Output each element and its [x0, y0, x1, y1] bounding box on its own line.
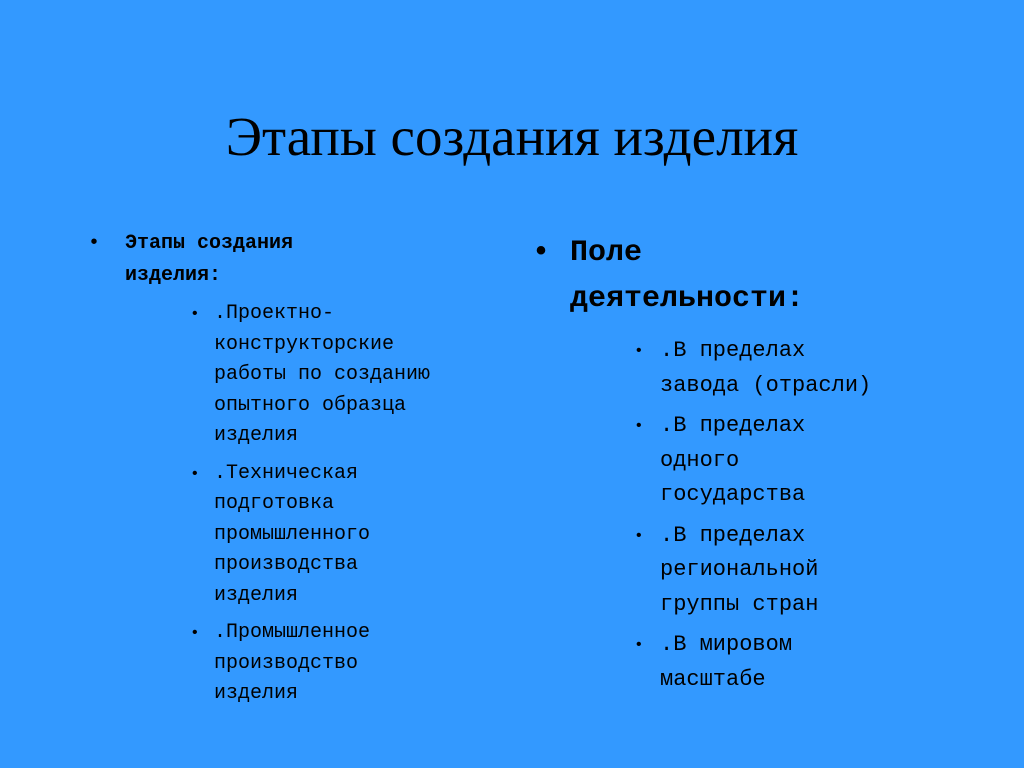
list-item — [634, 628, 992, 697]
list-item-line: завода (отрасли) — [660, 372, 872, 398]
list-item — [190, 299, 508, 452]
bullet-icon: • — [190, 305, 200, 323]
list-item-line: изделия — [214, 424, 299, 447]
list-item-line: работы по созданию — [214, 363, 431, 386]
list-item — [190, 459, 508, 612]
bullet-icon: • — [88, 232, 101, 255]
list-item-line: промышленного — [214, 522, 371, 546]
left-heading-line: Этапы создания — [125, 232, 294, 255]
list-item-line: .Техническая — [214, 461, 359, 485]
list-item — [634, 334, 992, 403]
list-item-line: производство — [214, 651, 359, 675]
list-item-line: .В пределах — [660, 413, 806, 438]
list-item — [634, 519, 992, 623]
list-item — [190, 618, 508, 710]
list-item-line: опытного образца — [214, 393, 407, 417]
bullet-icon: • — [190, 624, 200, 642]
right-heading — [532, 230, 992, 322]
left-sub-list — [88, 299, 508, 710]
right-heading-line: Поле — [570, 236, 643, 270]
left-column — [88, 228, 508, 710]
list-item-line: .В пределах — [660, 522, 806, 548]
list-item-line: изделия — [214, 682, 299, 705]
slide-title: Этапы создания изделия — [225, 106, 799, 167]
list-item-line: одного — [660, 447, 740, 473]
right-column — [532, 230, 992, 697]
list-item-line: .Промышленное — [214, 621, 371, 644]
bullet-icon: • — [634, 417, 644, 435]
list-item — [634, 409, 992, 513]
list-item-line: государства — [660, 482, 806, 507]
bullet-icon: • — [634, 342, 644, 360]
left-heading — [88, 228, 508, 292]
right-sub-list — [532, 334, 992, 697]
list-item-line: конструкторские — [214, 332, 395, 356]
list-item-line: подготовка — [214, 492, 335, 515]
bullet-icon: • — [190, 464, 200, 483]
list-item-line: .Проектно- — [214, 302, 335, 325]
bullet-icon: • — [532, 236, 551, 270]
bullet-icon: • — [634, 526, 644, 545]
left-heading-line: изделия: — [125, 264, 222, 287]
list-item-line: .В мировом — [660, 632, 793, 657]
list-item-line: группы стран — [660, 591, 819, 617]
right-heading-line: деятельности: — [570, 282, 805, 316]
list-item-line: производства — [214, 553, 359, 576]
list-item-line: региональной — [660, 557, 819, 582]
bullet-icon: • — [634, 636, 644, 654]
list-item-line: масштабе — [660, 666, 766, 692]
list-item-line: .В пределах — [660, 338, 806, 363]
list-item-line: изделия — [214, 583, 299, 607]
